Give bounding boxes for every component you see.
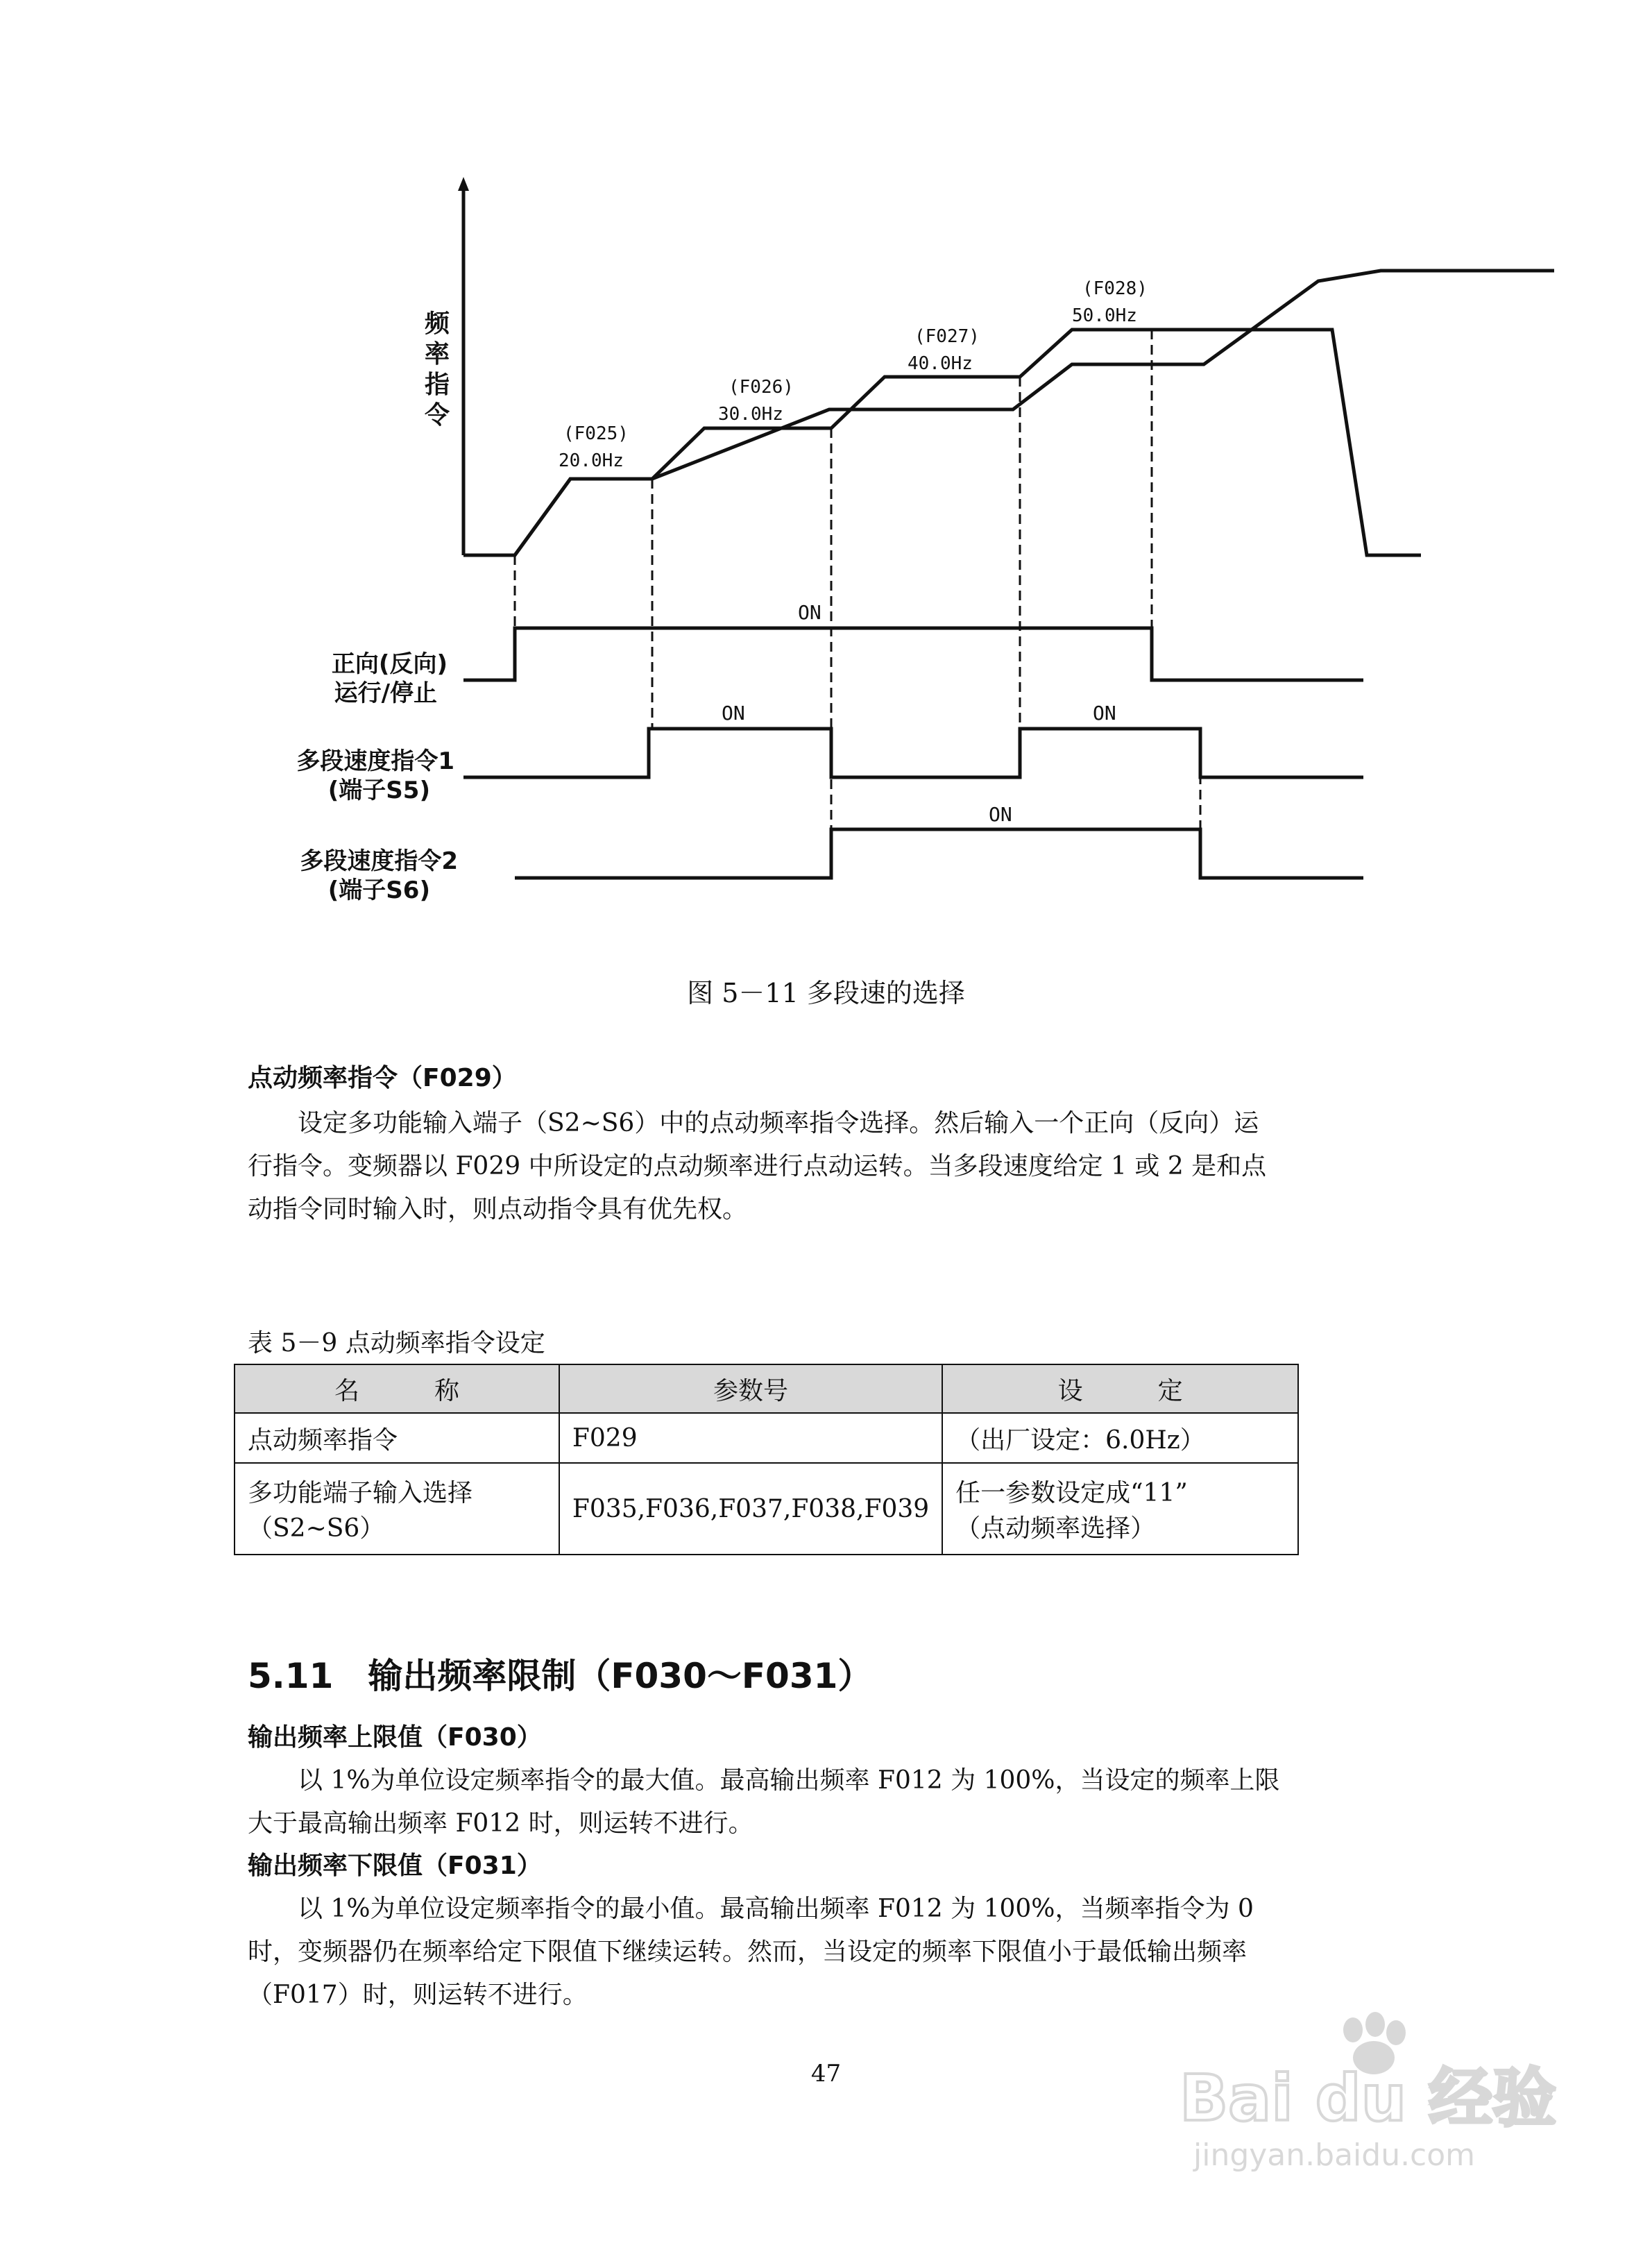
s5-label-2: (端子S5) [327,777,430,804]
step-param-2: (F026) [729,377,794,398]
s6-label-2: (端子S6) [327,877,430,904]
row2-param: F035,F036,F037,F038,F039 [559,1463,942,1555]
y-axis-label-2: 率 [425,340,450,369]
row1-param: F029 [559,1413,942,1463]
run-label-1: 正向(反向) [331,650,448,678]
jog-settings-table [234,1364,1299,1555]
step-param-4: (F028) [1082,278,1148,299]
header-param: 参数号 [559,1364,942,1413]
multi-speed-timing-diagram [0,0,1652,923]
row1-name: 点动频率指令 [235,1413,559,1463]
run-label-2: 运行/停止 [334,679,437,707]
watermark-url: jingyan.baidu.com [1193,2138,1476,2173]
upper-limit-paragraph [248,1759,1403,1845]
y-axis-label-1: 频 [425,310,450,338]
row2-name-line2: （S2~S6） [248,1514,385,1543]
jog-line-2: 行指令。变频器以 F029 中所设定的点动频率进行点动运转。当多段速度给定 1 或 2 是和点 [248,1152,1267,1180]
lower-line-2: 时，变频器仍在频率给定下限值下继续运转。然而，当设定的频率下限值小于最低输出频率 [248,1938,1247,1966]
y-axis-label-4: 令 [425,401,450,430]
row2-setting [942,1463,1298,1555]
jog-paragraph [248,1102,1403,1231]
upper-line-2: 大于最高输出频率 F012 时，则运转不进行。 [248,1809,753,1838]
step-value-3: 40.0Hz [908,353,973,374]
s6-on-label: ON [989,803,1012,826]
header-setting: 设 定 [942,1364,1298,1413]
frequency-waveform [463,271,1554,555]
y-axis-label-3: 指 [425,371,450,399]
step-value-1: 20.0Hz [559,450,624,471]
s5-signal [463,729,1363,777]
row2-setting-line2: （点动频率选择） [955,1514,1156,1543]
lower-limit-heading: 输出频率下限值（F031） [248,1852,542,1880]
row2-setting-line1: 任一参数设定成“11” [955,1479,1188,1507]
table-header-row [235,1364,1298,1413]
step-param-1: (F025) [563,423,629,444]
jog-heading: 点动频率指令（F029） [248,1064,517,1092]
upper-limit-heading: 输出频率上限值（F030） [248,1723,542,1752]
table-caption: 表 5－9 点动频率指令设定 [248,1329,545,1357]
s5-on-label-2: ON [1093,702,1116,725]
upper-line-1: 以 1%为单位设定频率指令的最大值。最高输出频率 F012 为 100%，当设定的频率上限 [298,1766,1280,1795]
row2-name [235,1463,559,1555]
step-value-4: 50.0Hz [1072,305,1137,326]
row2-name-line1: 多功能端子输入选择 [248,1479,473,1507]
baidu-watermark [1173,2009,1561,2176]
s6-signal [515,829,1363,878]
jog-line-3: 动指令同时输入时，则点动指令具有优先权。 [248,1195,748,1224]
watermark-brand: Bai du 经验 [1180,2061,1557,2135]
run-on-label: ON [798,601,821,624]
page-number: 47 [810,2060,842,2088]
y-axis-arrow [458,177,469,191]
jog-line-1: 设定多功能输入端子（S2~S6）中的点动频率指令选择。然后输入一个正向（反向）运 [298,1109,1259,1137]
s5-on-label-1: ON [722,702,745,725]
lower-line-3: （F017）时，则运转不进行。 [248,1981,588,2009]
run-stop-signal [463,628,1363,680]
lower-line-1: 以 1%为单位设定频率指令的最小值。最高输出频率 F012 为 100%，当频率指令为 0 [298,1895,1254,1923]
row1-setting: （出厂设定：6.0Hz） [942,1413,1298,1463]
step-value-2: 30.0Hz [718,404,783,425]
step-param-3: (F027) [914,326,980,347]
lower-limit-paragraph [248,1888,1403,2017]
table-row [235,1463,1298,1555]
header-name: 名 称 [235,1364,559,1413]
section-title: 5.11 输出频率限制（F030～F031） [248,1656,873,1696]
figure-caption: 图 5－11 多段速的选择 [687,978,965,1008]
table-row [235,1413,1298,1463]
s6-label-1: 多段速度指令2 [300,847,458,875]
s5-label-1: 多段速度指令1 [296,747,454,775]
